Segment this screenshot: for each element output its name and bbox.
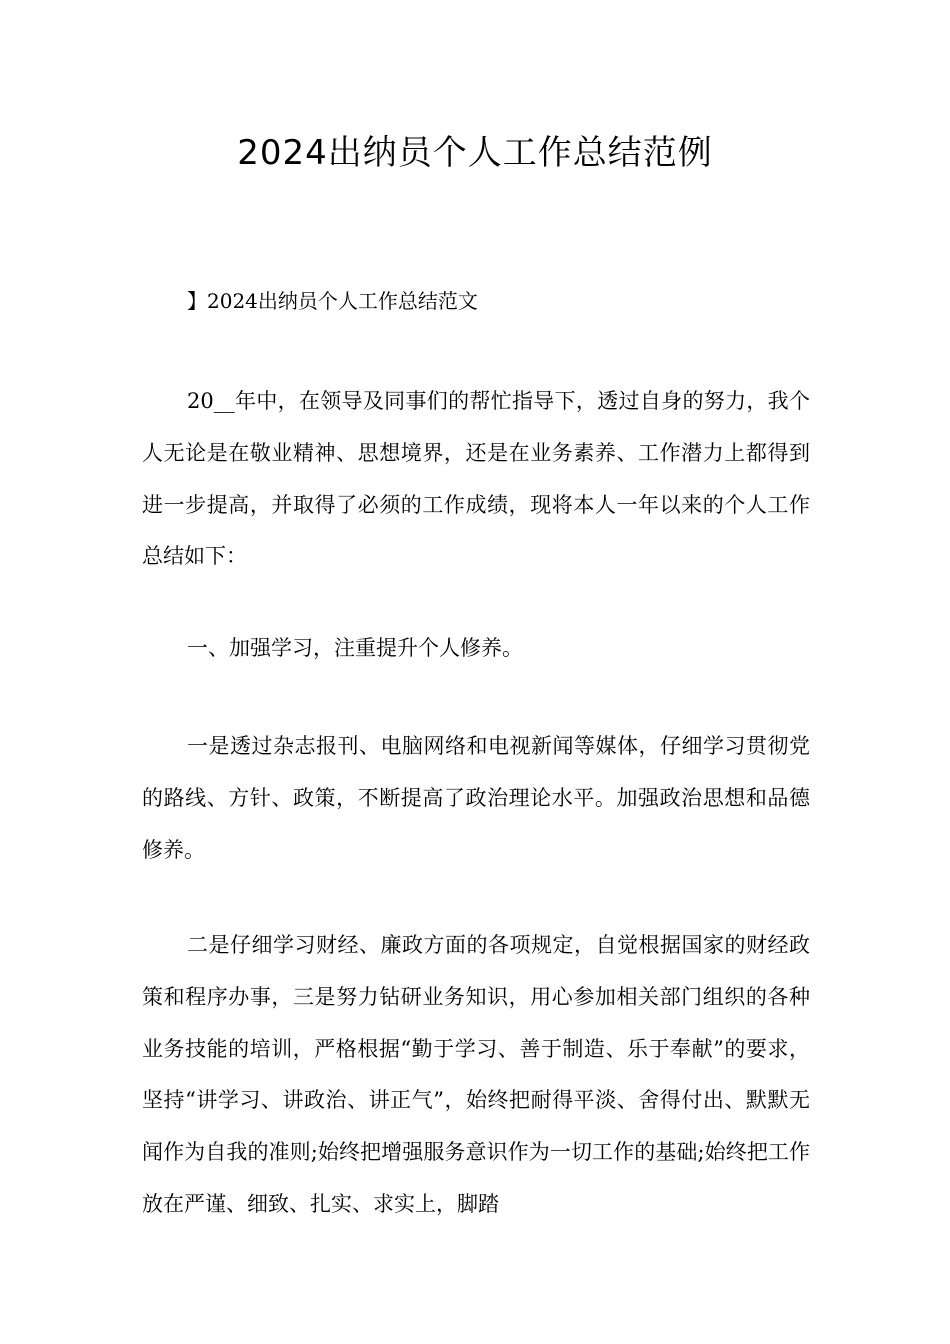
- paragraph-first-point: 一是透过杂志报刊、电脑网络和电视新闻等媒体，仔细学习贯彻党的路线、方针、政策，不断提高了政治理论水平。加强政治思想和品德修养。: [142, 734, 810, 862]
- document-title: 2024出纳员个人工作总结范例: [237, 133, 713, 173]
- paragraph-intro: 20__年中，在领导及同事们的帮忙指导下，透过自身的努力，我个人无论是在敬业精神、思想境界，还是在业务素养、工作潜力上都得到进一步提高，并取得了必须的工作成绩，现将本人一年以来的个人工作总结如下：: [142, 389, 810, 569]
- section-heading: 一、加强学习，注重提升个人修养。: [187, 636, 523, 660]
- paragraph-second-point: 二是仔细学习财经、廉政方面的各项规定，自觉根据国家的财经政策和程序办事，三是努力钻研业务知识，用心参加相关部门组织的各种业务技能的培训，严格根据“勤于学习、善于制造、乐于奉献”的要求，坚持“讲学习、讲政治、讲正气”，始终把耐得平淡、舍得付出、默默无闻作为自我的准则;始终把增强服务意识作为一切工作的基础;始终把工作放在严谨、细致、扎实、求实上，脚踏: [142, 933, 810, 1216]
- document-subtitle: 】2024出纳员个人工作总结范文: [187, 289, 478, 313]
